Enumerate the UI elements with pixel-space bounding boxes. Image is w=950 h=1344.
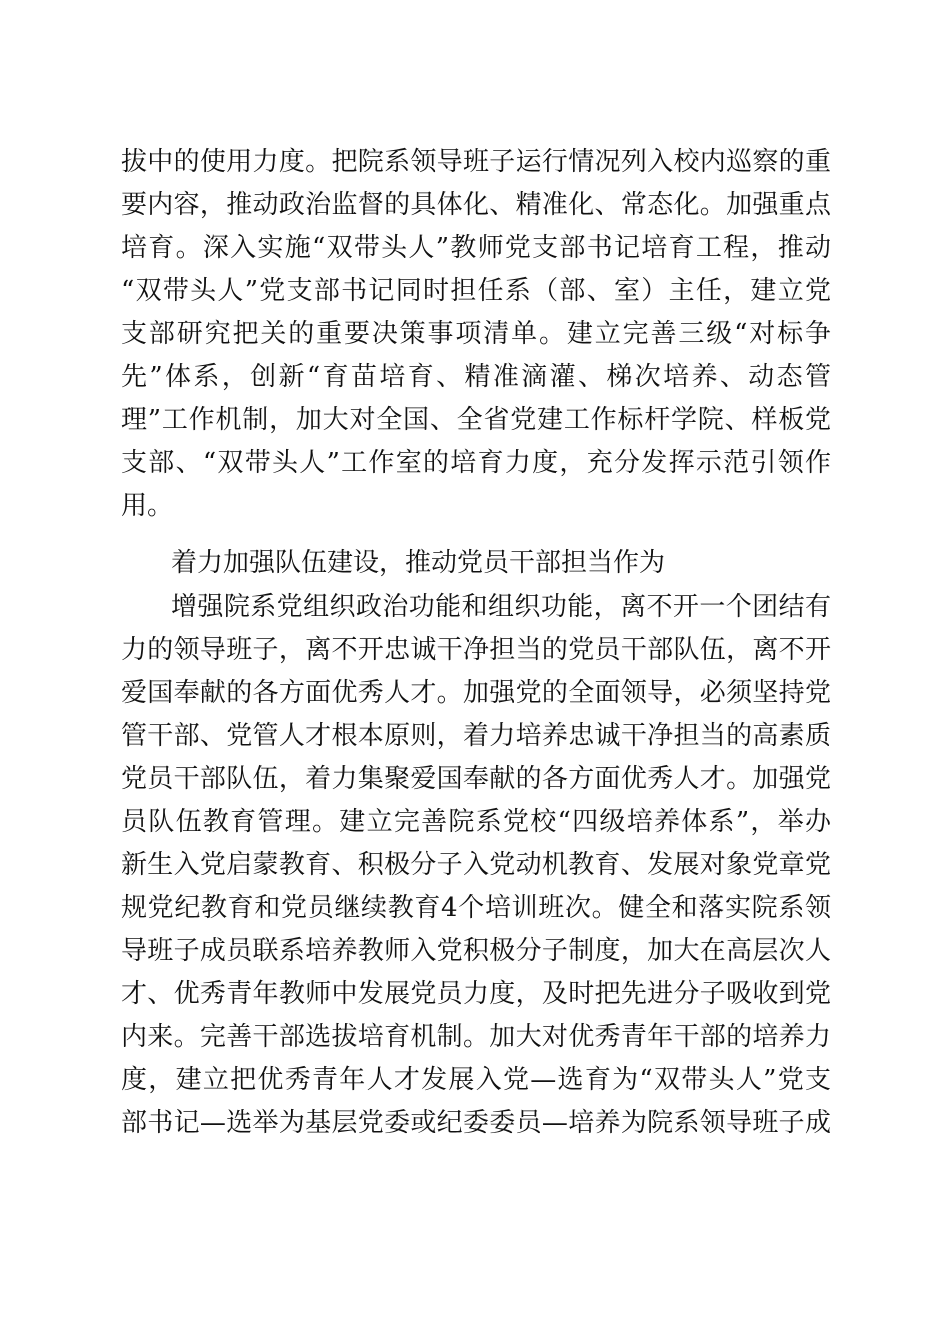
body-text-line: 规党纪教育和党员继续教育4个培训班次。健全和落实院系领 bbox=[121, 893, 831, 923]
body-text-line: 部书记—选举为基层党委或纪委委员—培养为院系领导班子成 bbox=[121, 1108, 831, 1138]
body-text-line: 要内容，推动政治监督的具体化、精准化、常态化。加强重点 bbox=[121, 190, 831, 220]
body-text-line: 培育。深入实施“双带头人”教师党支部书记培育工程，推动 bbox=[121, 233, 831, 263]
body-text-line: 导班子成员联系培养教师入党积极分子制度，加大在高层次人 bbox=[121, 936, 831, 966]
body-text-line: “双带头人”党支部书记同时担任系（部、室）主任，建立党 bbox=[121, 276, 831, 306]
body-text-line: 才、优秀青年教师中发展党员力度，及时把先进分子吸收到党 bbox=[121, 979, 831, 1009]
body-text-line: 拔中的使用力度。把院系领导班子运行情况列入校内巡察的重 bbox=[121, 147, 831, 177]
body-text-line: 新生入党启蒙教育、积极分子入党动机教育、发展对象党章党 bbox=[121, 850, 831, 880]
section-heading: 着力加强队伍建设，推动党员干部担当作为 bbox=[171, 548, 666, 578]
body-text-line: 力的领导班子，离不开忠诚干净担当的党员干部队伍，离不开 bbox=[121, 635, 831, 665]
body-text-line: 支部研究把关的重要决策事项清单。建立完善三级“对标争 bbox=[121, 319, 831, 349]
body-text-line: 用。 bbox=[121, 491, 174, 521]
body-text-line: 内来。完善干部选拔培育机制。加大对优秀青年干部的培养力 bbox=[121, 1022, 831, 1052]
body-text-line: 理”工作机制，加大对全国、全省党建工作标杆学院、样板党 bbox=[121, 405, 831, 435]
body-text-line: 度，建立把优秀青年人才发展入党—选育为“双带头人”党支 bbox=[121, 1065, 831, 1095]
body-text-line: 员队伍教育管理。建立完善院系党校“四级培养体系”，举办 bbox=[121, 807, 831, 837]
body-text-line: 党员干部队伍，着力集聚爱国奉献的各方面优秀人才。加强党 bbox=[121, 764, 831, 794]
body-text-line: 支部、“双带头人”工作室的培育力度，充分发挥示范引领作 bbox=[121, 448, 831, 478]
body-text-line: 爱国奉献的各方面优秀人才。加强党的全面领导，必须坚持党 bbox=[121, 678, 831, 708]
body-text-line: 管干部、党管人才根本原则，着力培养忠诚干净担当的高素质 bbox=[121, 721, 831, 751]
body-text-line: 先”体系，创新“育苗培育、精准滴灌、梯次培养、动态管 bbox=[121, 362, 831, 392]
body-text-line: 增强院系党组织政治功能和组织功能，离不开一个团结有 bbox=[171, 592, 831, 622]
